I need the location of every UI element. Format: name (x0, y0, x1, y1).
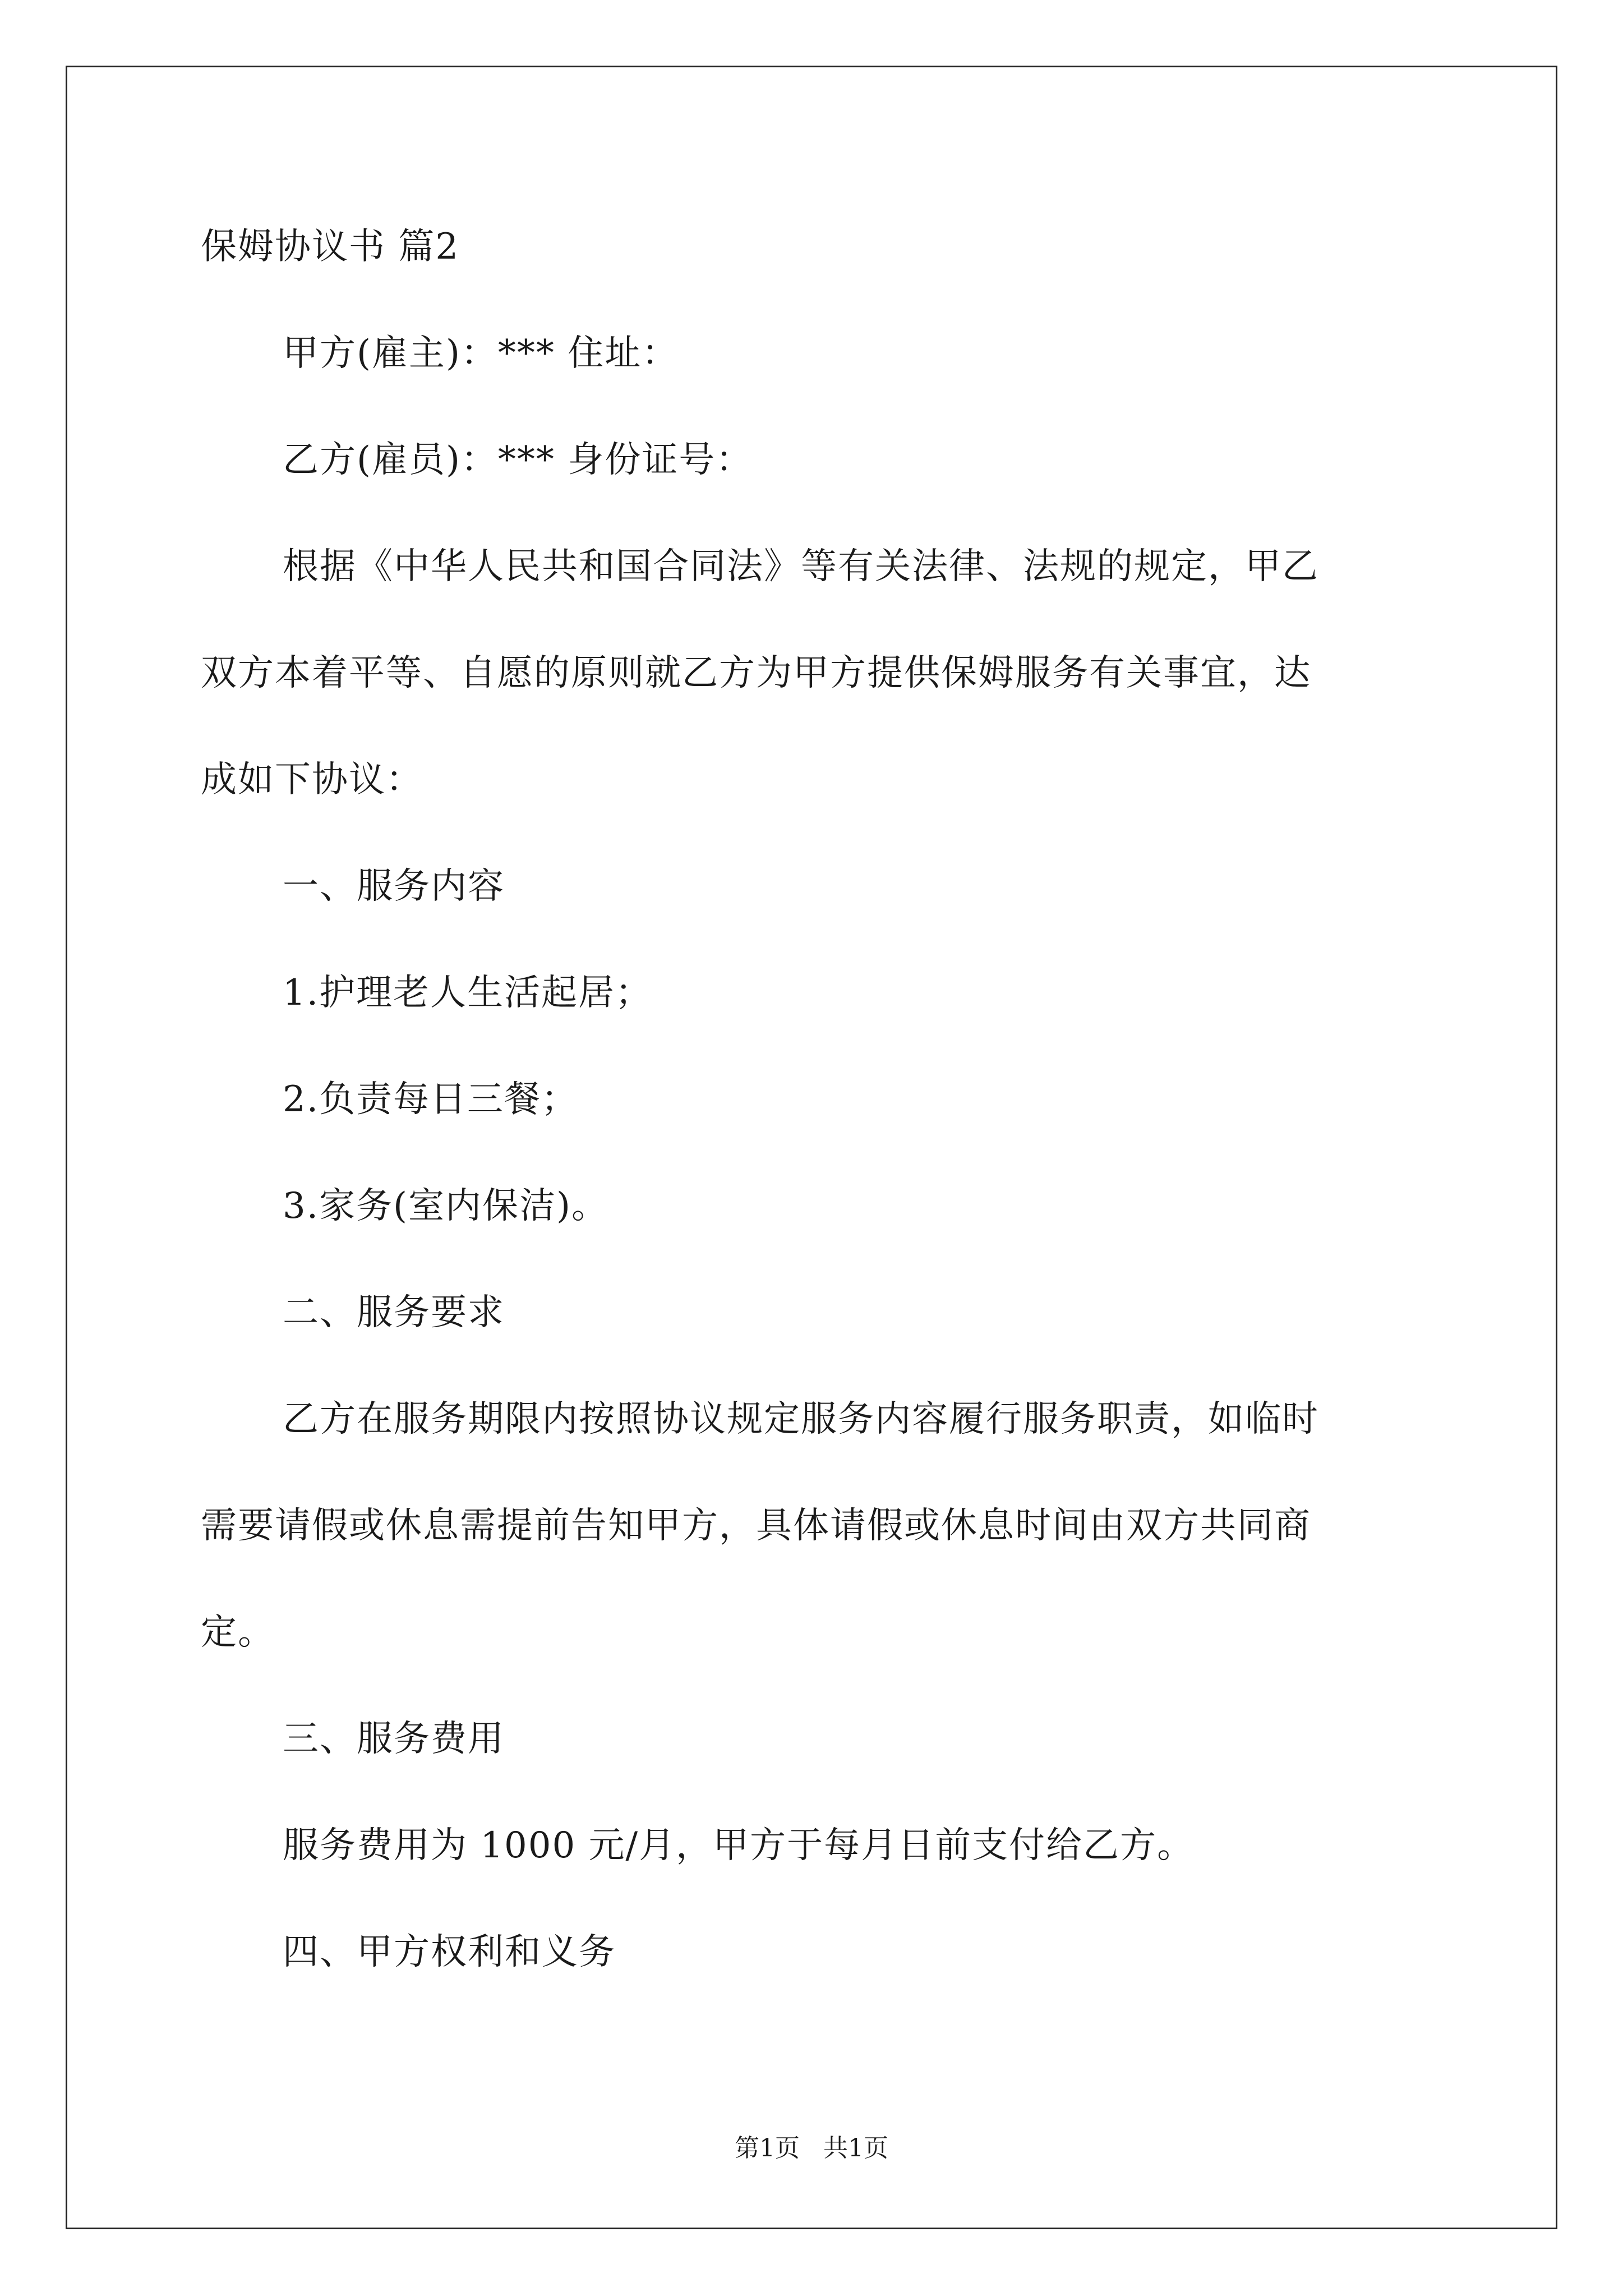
section1-item-1: 1.护理老人生活起居； (283, 972, 653, 1014)
section3-heading: 三、服务费用 (283, 1718, 505, 1760)
section1-heading: 一、服务内容 (283, 866, 505, 907)
section3-body: 服务费用为 1000 元/月，甲方于每月日前支付给乙方。 (283, 1825, 1195, 1866)
section1-item-3: 3.家务(室内保洁)。 (283, 1185, 608, 1227)
party-b-line: 乙方(雇员)：*** 身份证号： (283, 439, 753, 481)
preamble-line-2: 双方本着平等、自愿的原则就乙方为甲方提供保姆服务有关事宜，达 (201, 652, 1311, 694)
page-number-footer: 第1页 共1页 (735, 2134, 888, 2162)
party-a-line: 甲方(雇主)：*** 住址： (283, 333, 679, 374)
preamble-line-1: 根据《中华人民共和国合同法》等有关法律、法规的规定，甲乙 (283, 546, 1319, 587)
section2-body-line-3: 定。 (201, 1612, 275, 1653)
section2-heading: 二、服务要求 (283, 1292, 505, 1333)
section1-item-2: 2.负责每日三餐； (283, 1079, 579, 1120)
document-title: 保姆协议书 篇2 (201, 226, 460, 268)
page-border (66, 66, 1557, 2229)
section2-body-line-2: 需要请假或休息需提前告知甲方，具体请假或休息时间由双方共同商 (201, 1505, 1311, 1547)
section2-body-line-1: 乙方在服务期限内按照协议规定服务内容履行服务职责，如临时 (283, 1398, 1319, 1440)
section4-heading: 四、甲方权利和义务 (283, 1931, 616, 1973)
preamble-line-3: 成如下协议： (201, 759, 423, 800)
